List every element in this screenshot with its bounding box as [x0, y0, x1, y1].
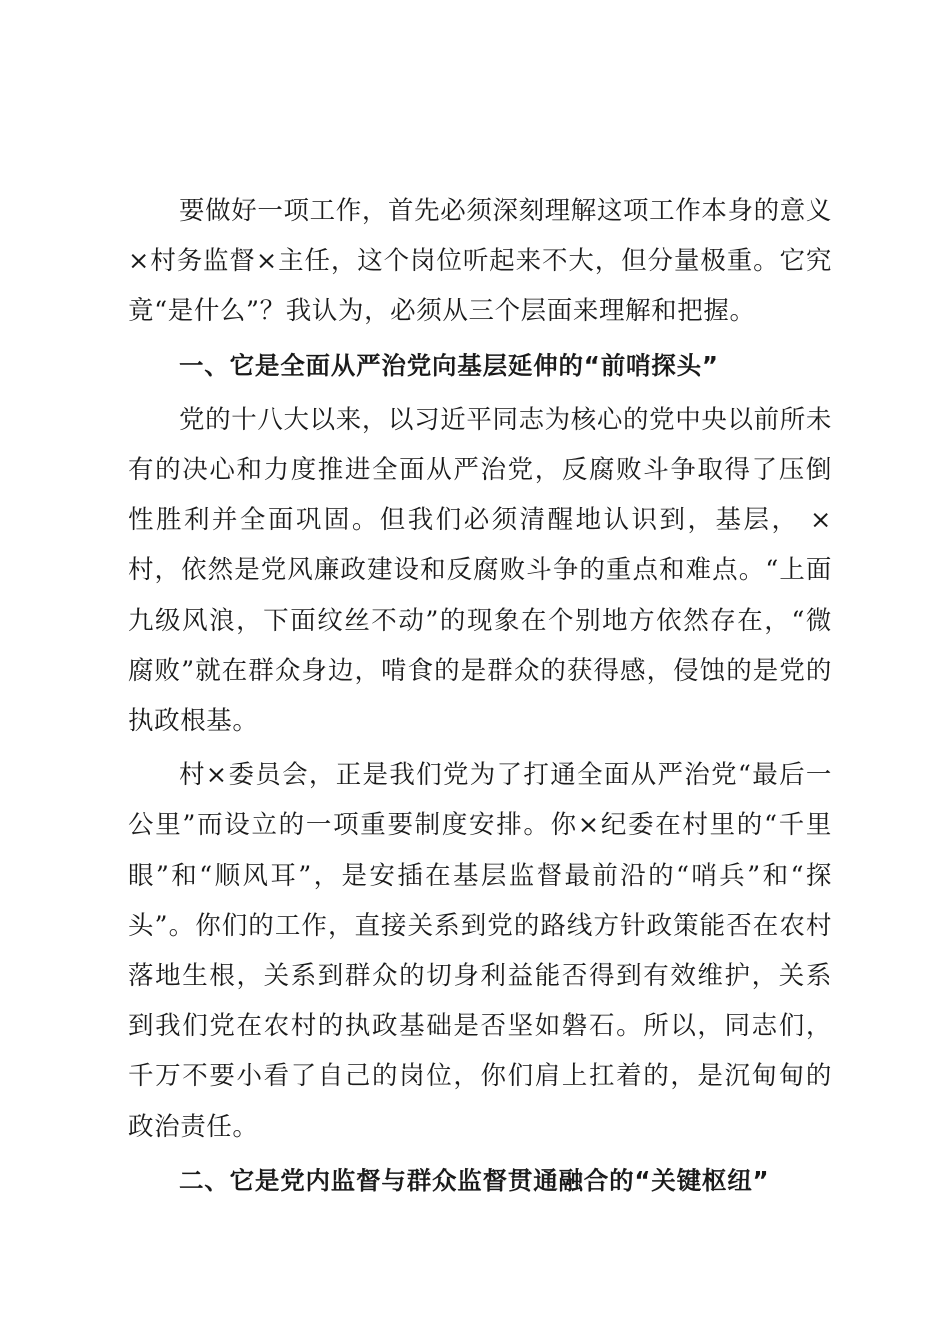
document-body — [128, 186, 832, 1206]
section-1-paragraph-2: 村×委员会，正是我们党为了打通全面从严治党“最后一公里”而设立的一项重要制度安排。你×纪委在村里的“千里眼”和“顺风耳”，是安插在基层监督最前沿的“哨兵”和“探头”。你们的工作，直接关系到党的路线方针政策能否在农村落地生根，关系到群众的切身利益能否得到有效维护，关系到我们党在农村的执政基础是否坚如磐石。所以，同志们，千万不要小看了自己的岗位，你们肩上扛着的，是沉甸甸的政治责任。 — [128, 760, 832, 1142]
section-heading-2: 二、它是党内监督与群众监督贯通融合的“关键枢纽” — [179, 1165, 770, 1195]
section-1-paragraph-1: 党的十八大以来，以习近平同志为核心的党中央以前所未有的决心和力度推进全面从严治党，反腐败斗争取得了压倒性胜利并全面巩固。但我们必须清醒地认识到，基层， ×村，依然是党风廉政建设和反腐败斗争的重点和难点。“上面九级风浪，下面纹丝不动”的现象在个别地方依然存在，“微腐败”就在群众身边，啃食的是群众的获得感，侵蚀的是党的执政根基。 — [128, 404, 832, 737]
intro-paragraph: 要做好一项工作，首先必须深刻理解这项工作本身的意义×村务监督×主任，这个岗位听起来不大，但分量极重。它究竟“是什么”？我认为，必须从三个层面来理解和把握。 — [128, 196, 832, 327]
section-heading-1: 一、它是全面从严治党向基层延伸的“前哨探头” — [179, 350, 719, 380]
